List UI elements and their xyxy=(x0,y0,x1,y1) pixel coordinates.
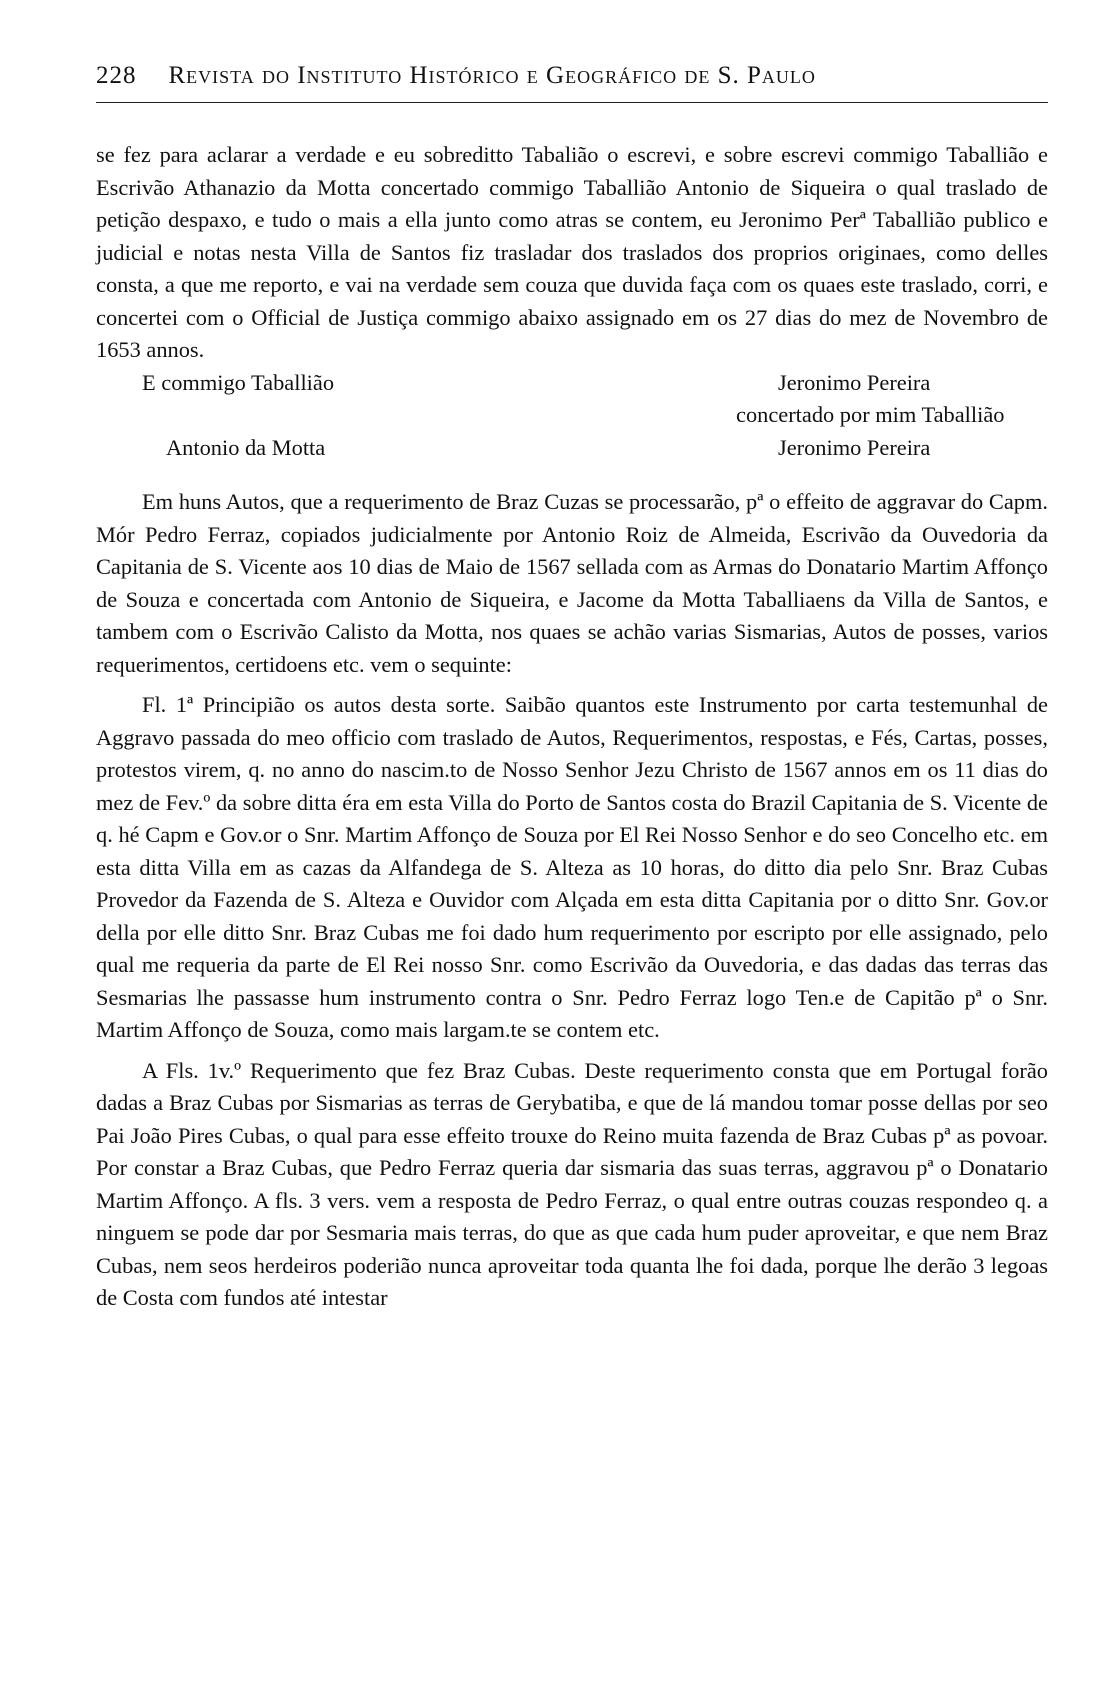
paragraph-continuation: se fez para aclarar a verdade e eu sobreditto Tabalião o escrevi, e sobre escrevi commigo Taballião e Escrivão Athanazio da Motta concertado commigo Taballião Antonio de Siqueira o qual traslado de petição despaxo, e tudo o mais a ella junto como atras se contem, eu Jeronimo Perª Taballião publico e judicial e notas nesta Villa de Santos fiz trasladar dos traslados dos proprios originaes, como delles consta, a que me reporto, e vai na verdade sem couza que duvida faça com os quaes este traslado, corri, e concertei com o Official de Justiça commigo abaixo assignado em os 27 dias do mez de Novembro de 1653 annos. xyxy=(96,142,1048,362)
signature-right-1: Jeronimo Pereira xyxy=(778,369,931,395)
signature-block xyxy=(96,367,1048,465)
page-number: 228 xyxy=(96,62,137,89)
signature-left-2: Antonio da Motta xyxy=(166,434,326,460)
signature-right-2: concertado por mim Taballião xyxy=(736,402,1005,427)
paragraph-folio-1v: A Fls. 1v.º Requerimento que fez Braz Cubas. Deste requerimento consta que em Portugal forão dadas a Braz Cubas por Sismarias as terras de Gerybatiba, e que de lá mandou tomar posse dellas por seo Pai João Pires Cubas, o qual para esse effeito trouxe do Reino muita fazenda de Braz Cubas pª as povoar. Por constar a Braz Cubas, que Pedro Ferraz queria dar sismaria das suas terras, aggravou pª o Donatario Martim Affonço. A fls. 3 vers. vem a resposta de Pedro Ferraz, o qual entre outras couzas respondeo q. a ninguem se pode dar por Sesmaria mais terras, do que as que cada hum puder aproveitar, e que nem Braz Cubas, nem seos herdeiros poderião nunca aproveitar toda quanta lhe foi dada, porque lhe derão 3 legoas de Costa com fundos até intestar xyxy=(96,1057,1048,1310)
running-title: Revista do Instituto Histórico e Geográfico de S. Paulo xyxy=(168,62,816,89)
page-header xyxy=(96,62,1048,103)
signature-row-1 xyxy=(96,367,1048,400)
document-body xyxy=(96,139,1048,1315)
signature-row-3 xyxy=(96,432,1048,465)
paragraph-autos: Em huns Autos, que a requerimento de Braz Cuzas se processarão, pª o effeito de aggravar do Capm. Mór Pedro Ferraz, copiados judicialmente por Antonio Roiz de Almeida, Escrivão da Ouvedoria da Capitania de S. Vicente aos 10 dias de Maio de 1567 sellada com as Armas do Donatario Martim Affonço de Souza e concertada com Antonio de Siqueira, e Jacome da Motta Taballiaens da Villa de Santos, e tambem com o Escrivão Calisto da Motta, nos quaes se achão varias Sismarias, Autos de posses, varios requerimentos, certidoens etc. vem o sequinte: xyxy=(96,489,1048,677)
signature-left-1: E commigo Taballião xyxy=(142,369,335,395)
signature-row-2 xyxy=(96,399,1048,432)
signature-right-3: Jeronimo Pereira xyxy=(778,434,931,460)
paragraph-folio-1: Fl. 1ª Principião os autos desta sorte. Saibão quantos este Instrumento por carta testemunhal de Aggravo passada do meo officio com traslado de Autos, Requerimentos, respostas, e Fés, Cartas, posses, protestos virem, q. no anno do nascim.to de Nosso Senhor Jezu Christo de 1567 annos em os 11 dias do mez de Fev.º da sobre ditta éra em esta Villa do Porto de Santos costa do Brazil Capitania de S. Vicente de q. hé Capm e Gov.or o Snr. Martim Affonço de Souza por El Rei Nosso Senhor e do seo Concelho etc. em esta ditta Villa em as cazas da Alfandega de S. Alteza as 10 horas, do ditto dia pelo Snr. Braz Cubas Provedor da Fazenda de S. Alteza e Ouvidor com Alçada em esta ditta Capitania por o ditto Snr. Gov.or della por elle ditto Snr. Braz Cubas me foi dado hum requerimento por escripto por elle assignado, pelo qual me requeria da parte de El Rei nosso Snr. como Escrivão da Ouvedoria, e das dadas das terras das Sesmarias lhe passasse hum instrumento contra o Snr. Pedro Ferraz logo Ten.e de Capitão pª o Snr. Martim Affonço de Souza, como mais largam.te se contem etc. xyxy=(96,692,1048,1042)
